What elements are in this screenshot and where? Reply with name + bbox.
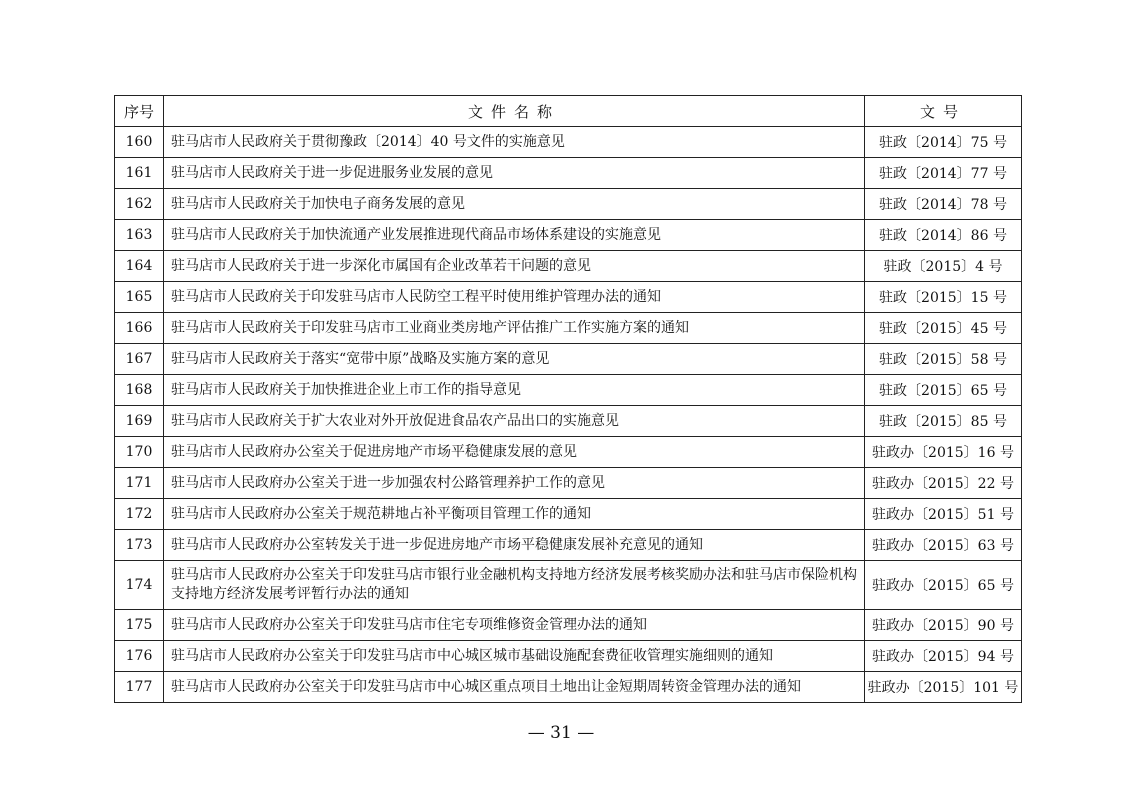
row-seq: 166 <box>115 313 164 344</box>
table-row <box>115 127 1022 158</box>
row-document-number: 驻政〔2014〕78 号 <box>865 189 1022 220</box>
table-row <box>115 437 1022 468</box>
header-document-name: 文件名称 <box>164 96 865 127</box>
row-seq: 174 <box>115 561 164 610</box>
row-document-title: 驻马店市人民政府关于印发驻马店市工业商业类房地产评估推广工作实施方案的通知 <box>164 313 865 344</box>
row-document-title: 驻马店市人民政府关于加快电子商务发展的意见 <box>164 189 865 220</box>
row-document-title: 驻马店市人民政府办公室关于印发驻马店市中心城区城市基础设施配套费征收管理实施细则的通知 <box>164 641 865 672</box>
document-table <box>114 95 1022 703</box>
row-seq: 169 <box>115 406 164 437</box>
row-document-number: 驻政办〔2015〕65 号 <box>865 561 1022 610</box>
row-seq: 168 <box>115 375 164 406</box>
row-document-number: 驻政〔2014〕86 号 <box>865 220 1022 251</box>
row-seq: 177 <box>115 672 164 703</box>
row-seq: 171 <box>115 468 164 499</box>
row-document-title: 驻马店市人民政府办公室关于促进房地产市场平稳健康发展的意见 <box>164 437 865 468</box>
row-seq: 176 <box>115 641 164 672</box>
header-document-number: 文号 <box>865 96 1022 127</box>
row-document-title: 驻马店市人民政府办公室转发关于进一步促进房地产市场平稳健康发展补充意见的通知 <box>164 530 865 561</box>
row-document-number: 驻政〔2014〕77 号 <box>865 158 1022 189</box>
table-row <box>115 499 1022 530</box>
header-seq: 序号 <box>115 96 164 127</box>
row-document-title: 驻马店市人民政府关于扩大农业对外开放促进食品农产品出口的实施意见 <box>164 406 865 437</box>
page-number: — 31 — <box>527 723 595 743</box>
table-row <box>115 251 1022 282</box>
row-seq: 163 <box>115 220 164 251</box>
row-seq: 170 <box>115 437 164 468</box>
row-seq: 164 <box>115 251 164 282</box>
row-document-number: 驻政〔2015〕45 号 <box>865 313 1022 344</box>
table-row <box>115 282 1022 313</box>
row-document-number: 驻政办〔2015〕22 号 <box>865 468 1022 499</box>
table-row <box>115 672 1022 703</box>
row-document-title: 驻马店市人民政府办公室关于印发驻马店市中心城区重点项目土地出让金短期周转资金管理办法的通知 <box>164 672 865 703</box>
row-document-number: 驻政〔2015〕4 号 <box>865 251 1022 282</box>
row-document-title: 驻马店市人民政府关于进一步促进服务业发展的意见 <box>164 158 865 189</box>
table-row <box>115 220 1022 251</box>
row-document-title: 驻马店市人民政府办公室关于进一步加强农村公路管理养护工作的意见 <box>164 468 865 499</box>
table-row <box>115 530 1022 561</box>
row-document-number: 驻政办〔2015〕90 号 <box>865 610 1022 641</box>
row-document-number: 驻政〔2015〕58 号 <box>865 344 1022 375</box>
row-seq: 165 <box>115 282 164 313</box>
row-document-title: 驻马店市人民政府关于加快流通产业发展推进现代商品市场体系建设的实施意见 <box>164 220 865 251</box>
table-row <box>115 375 1022 406</box>
table-row <box>115 641 1022 672</box>
table-row <box>115 468 1022 499</box>
row-document-number: 驻政办〔2015〕94 号 <box>865 641 1022 672</box>
row-document-number: 驻政〔2015〕65 号 <box>865 375 1022 406</box>
row-document-number: 驻政办〔2015〕101 号 <box>865 672 1022 703</box>
row-seq: 162 <box>115 189 164 220</box>
row-document-number: 驻政〔2015〕85 号 <box>865 406 1022 437</box>
row-seq: 172 <box>115 499 164 530</box>
table-row <box>115 610 1022 641</box>
row-document-title: 驻马店市人民政府关于加快推进企业上市工作的指导意见 <box>164 375 865 406</box>
table-row <box>115 561 1022 610</box>
row-document-title: 驻马店市人民政府关于落实“宽带中原”战略及实施方案的意见 <box>164 344 865 375</box>
row-document-number: 驻政办〔2015〕16 号 <box>865 437 1022 468</box>
table-row <box>115 406 1022 437</box>
table-row <box>115 158 1022 189</box>
row-document-title: 驻马店市人民政府关于进一步深化市属国有企业改革若干问题的意见 <box>164 251 865 282</box>
table-row <box>115 313 1022 344</box>
row-seq: 175 <box>115 610 164 641</box>
row-document-title: 驻马店市人民政府关于贯彻豫政〔2014〕40 号文件的实施意见 <box>164 127 865 158</box>
row-document-number: 驻政〔2014〕75 号 <box>865 127 1022 158</box>
row-document-number: 驻政办〔2015〕51 号 <box>865 499 1022 530</box>
row-seq: 160 <box>115 127 164 158</box>
row-document-title: 驻马店市人民政府办公室关于印发驻马店市住宅专项维修资金管理办法的通知 <box>164 610 865 641</box>
row-document-title: 驻马店市人民政府关于印发驻马店市人民防空工程平时使用维护管理办法的通知 <box>164 282 865 313</box>
table-header-row <box>115 96 1022 127</box>
row-seq: 173 <box>115 530 164 561</box>
row-document-title: 驻马店市人民政府办公室关于印发驻马店市银行业金融机构支持地方经济发展考核奖励办法和驻马店市保险机构支持地方经济发展考评暂行办法的通知 <box>164 561 865 610</box>
table-row <box>115 344 1022 375</box>
row-seq: 167 <box>115 344 164 375</box>
row-seq: 161 <box>115 158 164 189</box>
table-row <box>115 189 1022 220</box>
row-document-number: 驻政〔2015〕15 号 <box>865 282 1022 313</box>
row-document-number: 驻政办〔2015〕63 号 <box>865 530 1022 561</box>
row-document-title: 驻马店市人民政府办公室关于规范耕地占补平衡项目管理工作的通知 <box>164 499 865 530</box>
